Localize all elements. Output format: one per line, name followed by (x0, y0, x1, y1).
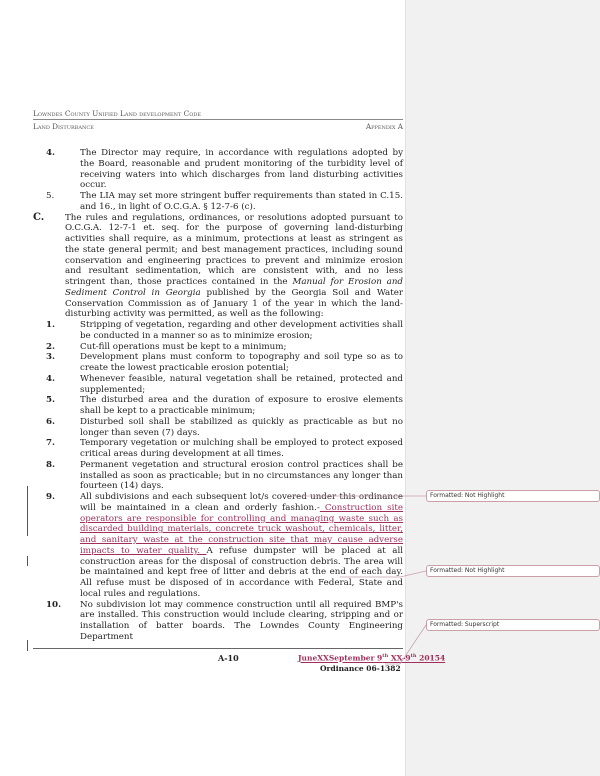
date-sup: th (410, 653, 417, 659)
running-header-title: Lowndes County Unified Land development Code (33, 109, 403, 120)
item-text: The Director may require, in accordance with regulations adopted by the Board, reasonable and prudent monitoring of the turbidity level of receiving waters into which discharges from land disturbing activities occur. (80, 148, 403, 191)
item-text: Cut-fill operations must be kept to a minimum; (80, 341, 287, 352)
item-text: All subdivisions and each subsequent lot/s covered under this ordinance will be maintained in a clean and orderly fashion.- (80, 492, 403, 513)
section-number: C. (33, 211, 45, 223)
item-text: Permanent vegetation and structural erosion control practices shall be installed as soon as practicable; but in no circumstances any longer than fourteen (14) days. (80, 459, 403, 492)
comment-balloon[interactable]: Formatted: Not Highlight (426, 490, 600, 502)
item-number: 5. (46, 191, 55, 201)
item-text: Temporary vegetation or mulching shall be employed to protect exposed critical areas during development at all times. (80, 438, 403, 459)
item-text: Development plans must conform to topography and soil type so as to create the lowest practicable erosion potential; (80, 352, 403, 373)
item-number: 10. (46, 599, 62, 610)
item-text: Stripping of vegetation, regarding and other development activities shall be conducted in a manner so as to minimize erosion; (80, 320, 403, 341)
item-text: Whenever feasible, natural vegetation shall be retained, protected and supplemented; (80, 373, 403, 395)
item-text: The LIA may set more stringent buffer requirements than stated in C.15. and 16., in light of O.C.G.A. § 12-7-6 (c). (80, 191, 403, 212)
item-number: 6. (46, 416, 56, 427)
item-number: 4. (46, 148, 56, 158)
section-text: The rules and regulations, ordinances, or resolutions adopted pursuant to O.C.G.A. 12-7-1 et. seq. for the purpose of governing land-disturbing activities shall require, as a minimum, protections at least as stringent as the state general permit; and best management practices, including sound conservation and engineering practices to prevent and minimize erosion and resultant sedimentation, which are consistent with, and no less stringent than, those practices contained in the (65, 212, 403, 287)
tracked-insertion[interactable]: Construction site operators are responsible for controlling and managing waste such as discarded building materials, concrete truck washout, chemicals, litter, and sanitary waste at the construction site that may cause adverse impacts to water quality. (80, 502, 403, 556)
item-number: 1. (46, 320, 56, 330)
item-text: Disturbed soil shall be stabilized as quickly as practicable as but no longer than seven (7) days. (80, 416, 403, 438)
date-sup: th (382, 653, 389, 659)
item-number: 9. (46, 492, 56, 502)
date-part: 20154 (416, 653, 446, 663)
item-number: 7. (46, 438, 56, 449)
page-number: A-10 (218, 653, 239, 663)
ordinance-number: Ordinance 06-1382 (320, 664, 401, 673)
date-part: JuneXXSeptember 9 (298, 653, 383, 663)
comment-balloon[interactable]: Formatted: Not Highlight (426, 565, 600, 577)
item-text: The disturbed area and the duration of exposure to erosive elements shall be kept to a practicable minimum; (80, 395, 403, 416)
comment-balloon[interactable]: Formatted: Superscript (426, 619, 600, 631)
item-number: 5. (46, 395, 56, 406)
item-number: 2. (46, 341, 56, 352)
item-text: A refuse dumpster will be placed at all construction areas for the disposal of construction debris. The area will be maintained and kept free of litter and debris at the end of each day. All refuse must be disposed of in accordance with Federal, State and local rules and regulations. (80, 545, 404, 599)
manual-title: Manual for Erosion and Sediment Control in Georgia (65, 277, 403, 298)
item-number: 3. (46, 352, 56, 363)
date-part: XX-9 (388, 653, 411, 663)
section-name: Land Disturbance (33, 122, 94, 131)
item-number: 8. (46, 459, 56, 470)
item-text: No subdivision lot may commence construction until all required BMP's are installed. This construction would include clearing, stripping and or installation of batter boards. The Lowndes County Engineering Department (80, 599, 403, 642)
appendix-label: Appendix A (365, 122, 403, 131)
section-text: published by the Georgia Soil and Water Conservation Commission as of January 1 of the year in which the land-disturbing activity was permitted, as well as the following: (65, 287, 403, 320)
item-number: 4. (46, 373, 56, 384)
